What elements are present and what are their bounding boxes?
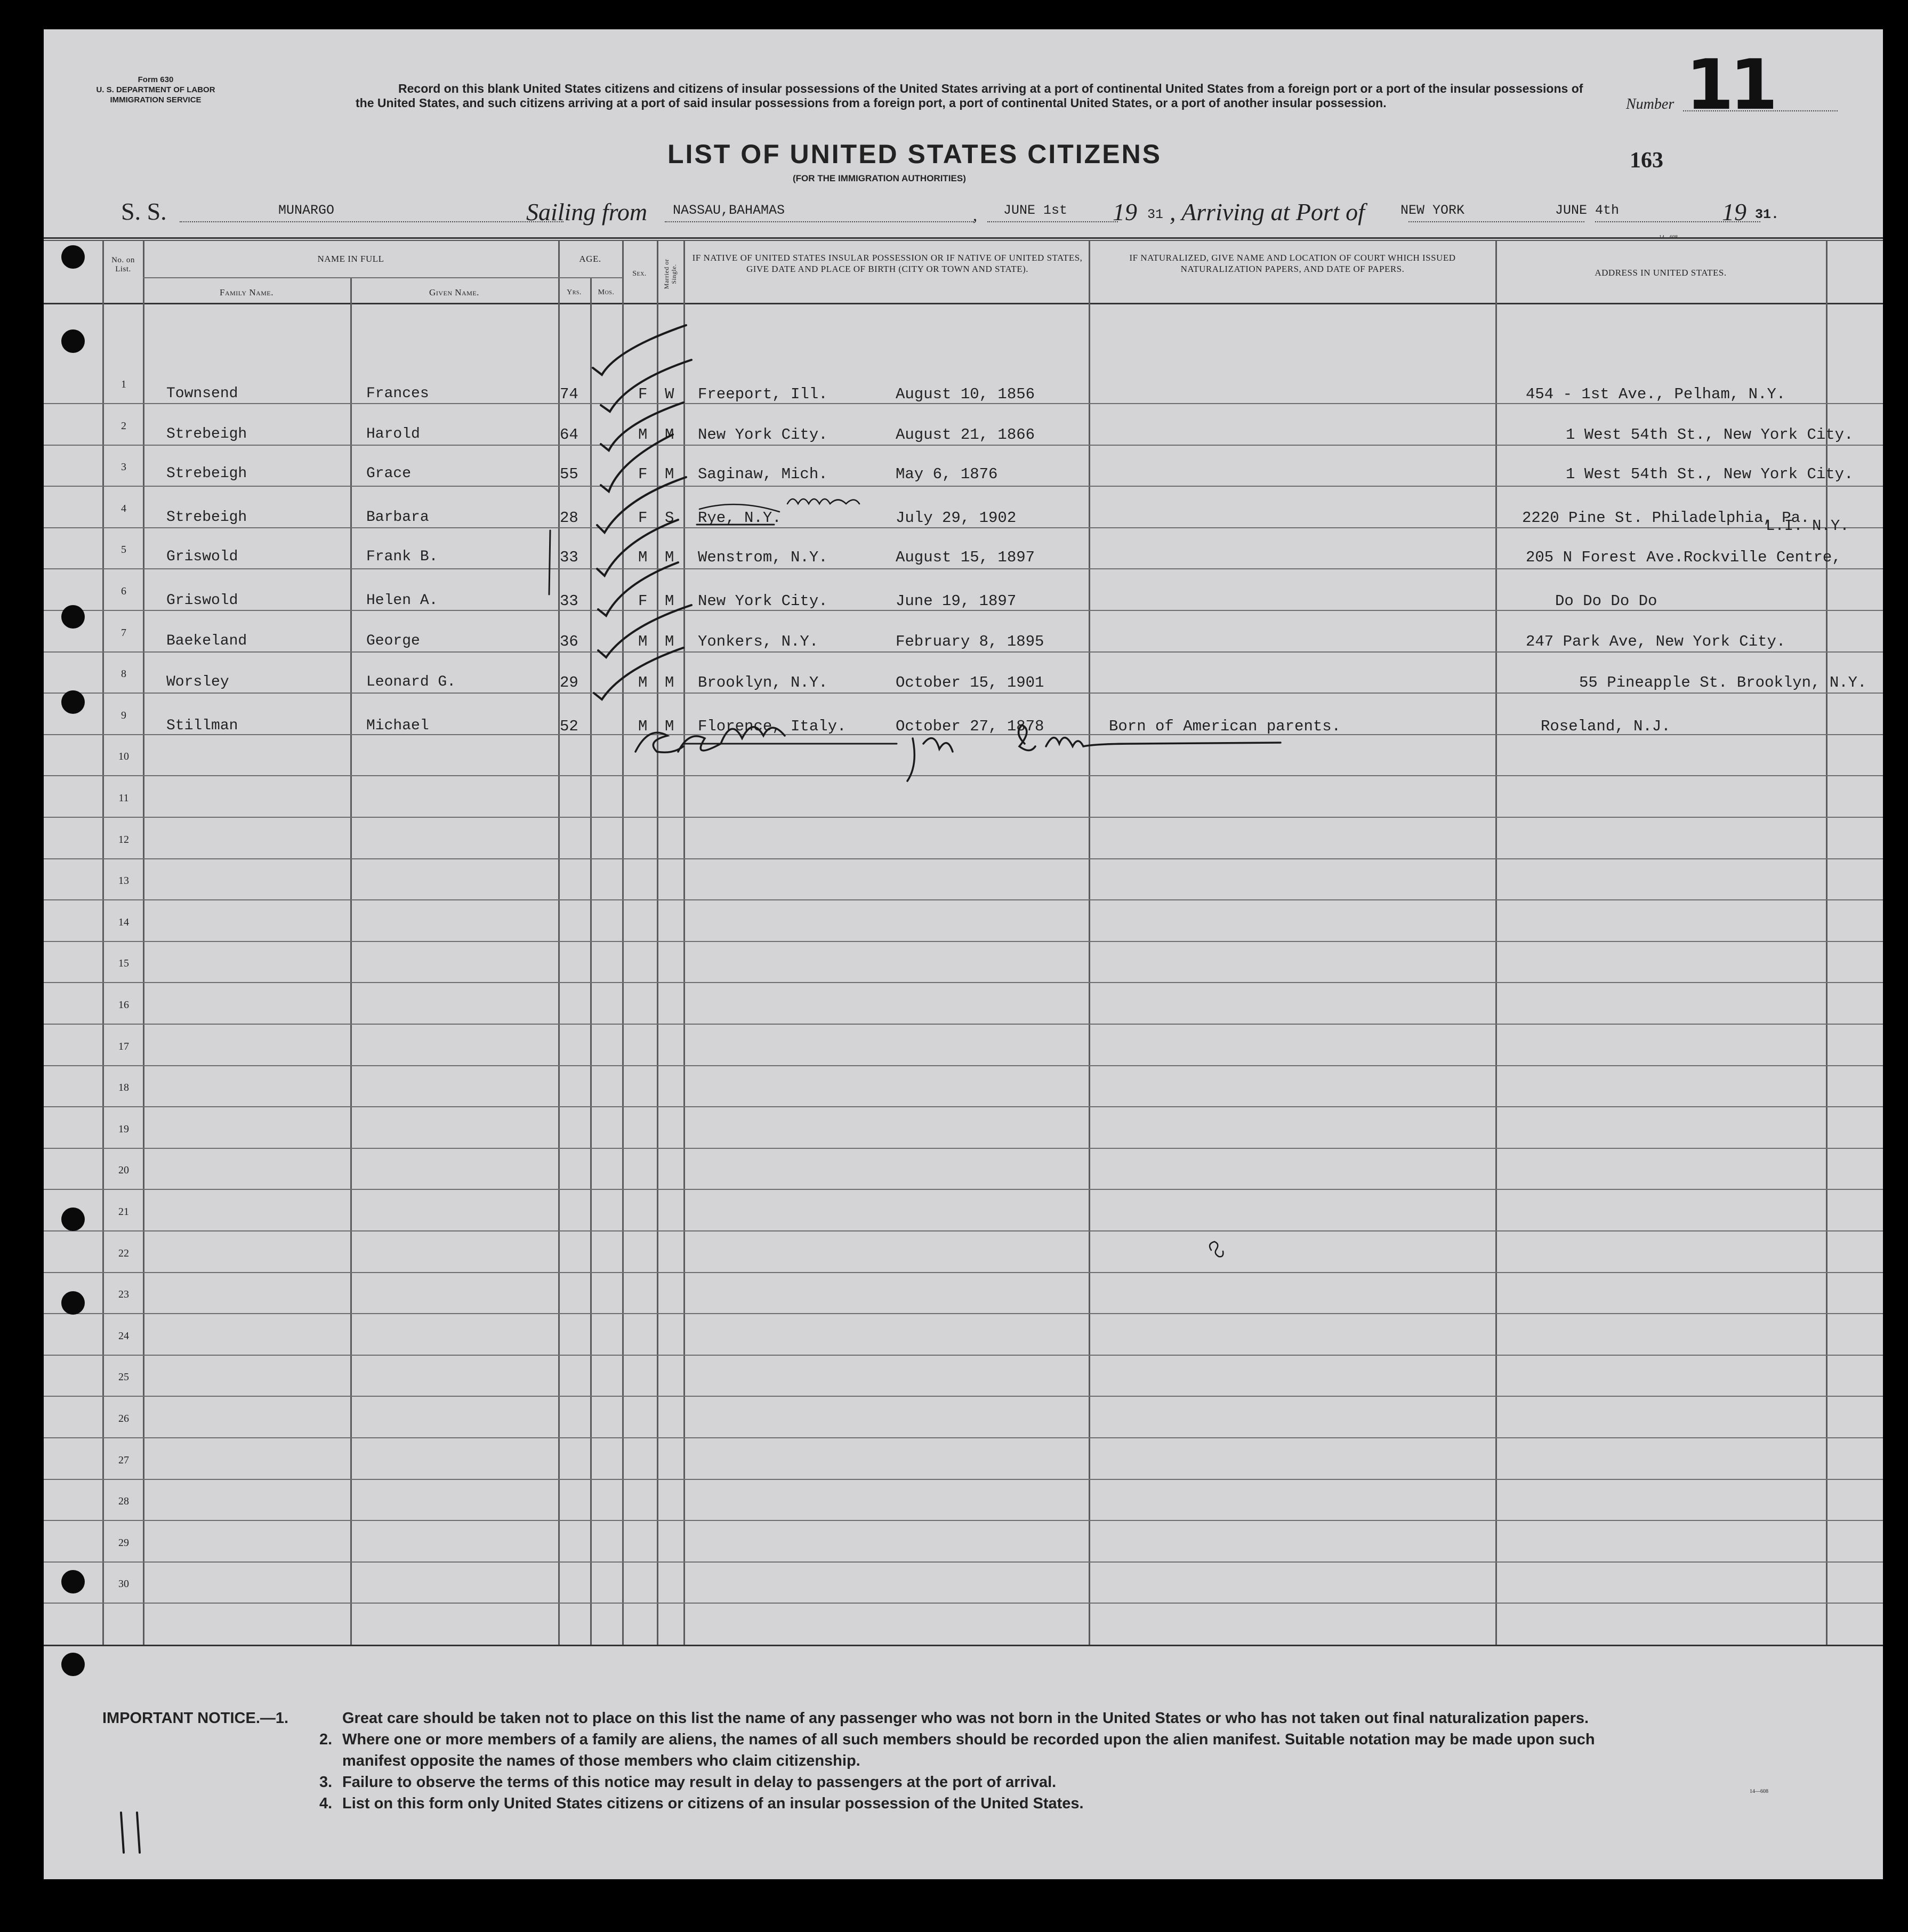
arriving-label: , Arriving at Port of <box>1170 198 1365 226</box>
row-number: 10 <box>118 751 129 763</box>
col-header-birth: IF NATIVE OF UNITED STATES INSULAR POSSESSION OR IF NATIVE OF UNITED STATES, GIVE DATE AND PLACE OF BIRTH (CITY OR TOWN AND STATE). <box>692 253 1083 274</box>
row-number: 11 <box>118 792 129 804</box>
row-number: 21 <box>118 1206 129 1218</box>
marital-status-cell: M <box>665 426 674 444</box>
handwritten-correction <box>787 499 859 504</box>
given-name-cell: Grace <box>366 465 412 482</box>
list-number: 11 <box>1686 44 1774 125</box>
birthplace-cell: Freeport, Ill. <box>698 385 828 403</box>
col-header-name-in-full: NAME IN FULL <box>317 254 384 264</box>
page-number: 163 <box>1630 148 1663 173</box>
marital-status-cell: M <box>665 549 674 566</box>
family-name-cell: Stillman <box>166 718 238 734</box>
age-cell: 29 <box>560 674 578 691</box>
address-cell: 247 Park Ave, New York City. <box>1526 633 1786 650</box>
birth-date-cell: August 10, 1856 <box>896 385 1035 403</box>
address-cell: 2220 Pine St. Philadelphia, Pa. <box>1522 509 1810 527</box>
bracket-mark <box>549 530 550 594</box>
sail-date: JUNE 1st <box>1003 203 1068 218</box>
age-cell: 52 <box>560 718 578 735</box>
record-instructions: Record on this blank United States citizens and citizens of insular possessions of the United States arriving at a port of continental United States from a foreign port or a port of the insular possessions of the United States, and such citizens arriving at a port of said insular possessions from a foreign port, a port of continental United States, or a port of another insular possession. <box>356 82 1583 110</box>
row-number: 8 <box>121 668 126 680</box>
family-name-cell: Strebeigh <box>166 509 247 526</box>
row-number: 26 <box>118 1413 129 1424</box>
notice-item-2a: Where one or more members of a family are aliens, the names of all such members should be recorded upon the alien manifest. Suitable notation may be made upon such <box>342 1731 1595 1748</box>
col-header-yrs: Yrs. <box>567 288 582 296</box>
notice-item-4: List on this form only United States citizens or citizens of an insular possession of the United States. <box>342 1795 1084 1812</box>
binder-hole <box>61 245 85 269</box>
row-number: 3 <box>121 461 126 473</box>
row-number: 9 <box>121 709 126 721</box>
address-note-row5: L.I. N.Y. <box>1766 517 1849 535</box>
notice-heading: IMPORTANT NOTICE.—1. <box>102 1710 289 1727</box>
sex-cell: F <box>638 465 648 483</box>
row-number: 17 <box>118 1040 129 1052</box>
binder-hole <box>61 1207 85 1231</box>
marital-status-cell: S <box>665 509 674 527</box>
notice-item-4-num: 4. <box>319 1795 333 1812</box>
row-number: 14 <box>118 916 129 928</box>
notice-item-3: Failure to observe the terms of this notice may result in delay to passengers at the port of arrival. <box>342 1774 1057 1791</box>
row-number: 12 <box>118 833 129 846</box>
page-subtitle: (FOR THE IMMIGRATION AUTHORITIES) <box>793 173 966 183</box>
birthplace-cell: New York City. <box>698 426 828 444</box>
sex-cell: F <box>638 509 648 527</box>
address-cell: 1 West 54th St., New York City. <box>1566 426 1854 444</box>
birthplace-cell: New York City. <box>698 592 828 610</box>
sex-cell: F <box>638 592 648 610</box>
arrival-port: NEW YORK <box>1400 203 1465 218</box>
birthplace-cell: Rye, N.Y. <box>698 509 782 527</box>
given-name-cell: Frank B. <box>366 549 438 565</box>
sex-cell: M <box>638 549 648 566</box>
given-name-cell: Frances <box>366 385 429 402</box>
strike-above-wenstrom <box>699 504 779 512</box>
col-header-given: Given Name. <box>429 287 479 297</box>
checkmark-row7 <box>598 562 678 616</box>
row-number: 24 <box>118 1330 129 1342</box>
row-number: 22 <box>118 1247 129 1259</box>
checkmark-row4 <box>601 434 673 492</box>
family-name-cell: Griswold <box>166 592 238 609</box>
address-cell: Do Do Do Do <box>1555 592 1657 610</box>
row-number: 23 <box>118 1289 129 1301</box>
binder-hole <box>61 690 85 714</box>
binder-hole <box>61 605 85 629</box>
marital-status-cell: M <box>665 674 674 691</box>
birth-date-cell: August 21, 1866 <box>896 426 1035 444</box>
sex-cell: M <box>638 426 648 444</box>
comma-1: , <box>973 205 977 224</box>
stray-mark <box>1210 1242 1223 1257</box>
col-header-no: No. on List. <box>111 256 135 273</box>
row-number: 30 <box>118 1578 129 1590</box>
col-header-sex: Sex. <box>632 270 647 278</box>
family-name-cell: Townsend <box>166 385 238 402</box>
handwriting-overlay <box>44 29 1883 1879</box>
signature-2 <box>678 727 785 752</box>
given-name-cell: Michael <box>366 718 429 734</box>
row-number: 19 <box>118 1123 129 1135</box>
signature-1 <box>635 732 683 752</box>
row-number: 5 <box>121 544 126 556</box>
row-number: 6 <box>121 585 126 597</box>
marital-status-cell: M <box>665 718 674 735</box>
row-number: 2 <box>121 420 126 432</box>
sex-cell: M <box>638 633 648 650</box>
ship-name: MUNARGO <box>278 203 335 218</box>
address-cell: 55 Pineapple St. Brooklyn, N.Y. <box>1579 674 1867 691</box>
sex-cell: M <box>638 674 648 691</box>
birthplace-cell: Brooklyn, N.Y. <box>698 674 828 691</box>
print-code-bottom: 14—608 <box>1750 1789 1768 1794</box>
form-number: Form 630 <box>138 75 174 84</box>
birth-date-cell: May 6, 1876 <box>896 465 998 483</box>
marital-status-cell: W <box>665 385 674 403</box>
sail-year: 31 <box>1147 207 1164 222</box>
family-name-cell: Worsley <box>166 674 229 690</box>
birth-date-cell: July 29, 1902 <box>896 509 1017 527</box>
notice-item-1: Great care should be taken not to place on this list the name of any passenger who was not born in the United States or who has not taken out final naturalization papers. <box>342 1710 1589 1727</box>
binder-hole <box>61 1570 85 1593</box>
sailing-port: NASSAU,BAHAMAS <box>673 203 785 218</box>
age-cell: 33 <box>560 592 578 610</box>
address-cell: 1 West 54th St., New York City. <box>1566 465 1854 483</box>
age-cell: 33 <box>560 549 578 566</box>
ss-label: S. S. <box>121 198 167 225</box>
document-sheet <box>44 29 1883 1879</box>
binder-hole <box>61 1653 85 1676</box>
row-number: 13 <box>118 875 129 887</box>
col-header-family: Family Name. <box>219 287 274 297</box>
row-number: 20 <box>118 1164 129 1177</box>
birthplace-cell: Saginaw, Mich. <box>698 465 828 483</box>
signature-5 <box>1046 738 1281 746</box>
birthplace-cell: Yonkers, N.Y. <box>698 633 819 650</box>
birth-date-cell: October 15, 1901 <box>896 674 1044 691</box>
notice-item-2b: manifest opposite the names of those members who claim citizenship. <box>342 1752 860 1769</box>
row-number: 28 <box>118 1495 129 1508</box>
sex-cell: F <box>638 385 648 403</box>
col-header-address: ADDRESS IN UNITED STATES. <box>1595 268 1727 278</box>
given-name-cell: Leonard G. <box>366 674 456 690</box>
signature-4 <box>1019 725 1035 751</box>
birth-date-cell: August 15, 1897 <box>896 549 1035 566</box>
notice-item-3-num: 3. <box>319 1774 333 1791</box>
col-header-age: AGE. <box>579 254 601 264</box>
address-cell: 205 N Forest Ave.Rockville Centre, <box>1526 549 1841 566</box>
checkmark-row3 <box>601 402 683 450</box>
row-number: 4 <box>121 502 126 514</box>
row-number: 15 <box>118 957 129 970</box>
binder-hole <box>61 1291 85 1315</box>
page-title: LIST OF UNITED STATES CITIZENS <box>667 139 1162 169</box>
department: U. S. DEPARTMENT OF LABOR <box>96 85 215 94</box>
notice-item-2-num: 2. <box>319 1731 333 1748</box>
birth-date-cell: October 27, 1878 <box>896 718 1044 735</box>
given-name-cell: Barbara <box>366 509 429 526</box>
marital-status-cell: M <box>665 633 674 650</box>
birth-date-cell: June 19, 1897 <box>896 592 1017 610</box>
given-name-cell: George <box>366 633 420 649</box>
marital-status-cell: M <box>665 465 674 483</box>
birthplace-cell: Florence, Italy. <box>698 718 847 735</box>
age-cell: 64 <box>560 426 578 444</box>
number-label: Number <box>1626 96 1674 112</box>
signature-3 <box>907 738 953 781</box>
family-name-cell: Baekeland <box>166 633 247 649</box>
row-number: 1 <box>121 379 126 390</box>
sex-cell: M <box>638 718 648 735</box>
arrival-date: JUNE 4th <box>1555 203 1620 218</box>
row-number: 29 <box>118 1536 129 1549</box>
year-prefix-1: 19 <box>1113 198 1137 226</box>
family-name-cell: Griswold <box>166 549 238 565</box>
sailing-from-label: Sailing from <box>526 198 648 226</box>
birthplace-cell: Wenstrom, N.Y. <box>698 549 828 566</box>
arrival-year: 31. <box>1755 207 1780 222</box>
col-header-naturalized: IF NATURALIZED, GIVE NAME AND LOCATION OF COURT WHICH ISSUED NATURALIZATION PAPERS, AND DATE OF PAPERS. <box>1129 253 1456 274</box>
row-number: 7 <box>121 626 126 639</box>
service: IMMIGRATION SERVICE <box>110 95 202 104</box>
row-number: 18 <box>118 1082 129 1094</box>
age-cell: 36 <box>560 633 578 650</box>
given-name-cell: Helen A. <box>366 592 438 609</box>
age-cell: 55 <box>560 465 578 483</box>
year-prefix-2: 19 <box>1722 198 1746 226</box>
family-name-cell: Strebeigh <box>166 465 247 482</box>
row-number: 27 <box>118 1454 129 1466</box>
row-number: 16 <box>118 999 129 1011</box>
family-name-cell: Strebeigh <box>166 426 247 442</box>
marital-status-cell: M <box>665 592 674 610</box>
binder-hole <box>61 329 85 353</box>
age-cell: 28 <box>560 509 578 527</box>
birth-date-cell: February 8, 1895 <box>896 633 1044 650</box>
address-cell: Roseland, N.J. <box>1541 718 1671 735</box>
col-header-mos: Mos. <box>598 288 615 296</box>
row-number: 25 <box>118 1371 129 1383</box>
bottom-tally-mark <box>121 1813 140 1853</box>
age-cell: 74 <box>560 385 578 403</box>
naturalization-cell: Born of American parents. <box>1109 718 1341 735</box>
address-cell: 454 - 1st Ave., Pelham, N.Y. <box>1526 385 1786 403</box>
given-name-cell: Harold <box>366 426 420 442</box>
col-header-married: Married or Single. <box>663 259 678 289</box>
